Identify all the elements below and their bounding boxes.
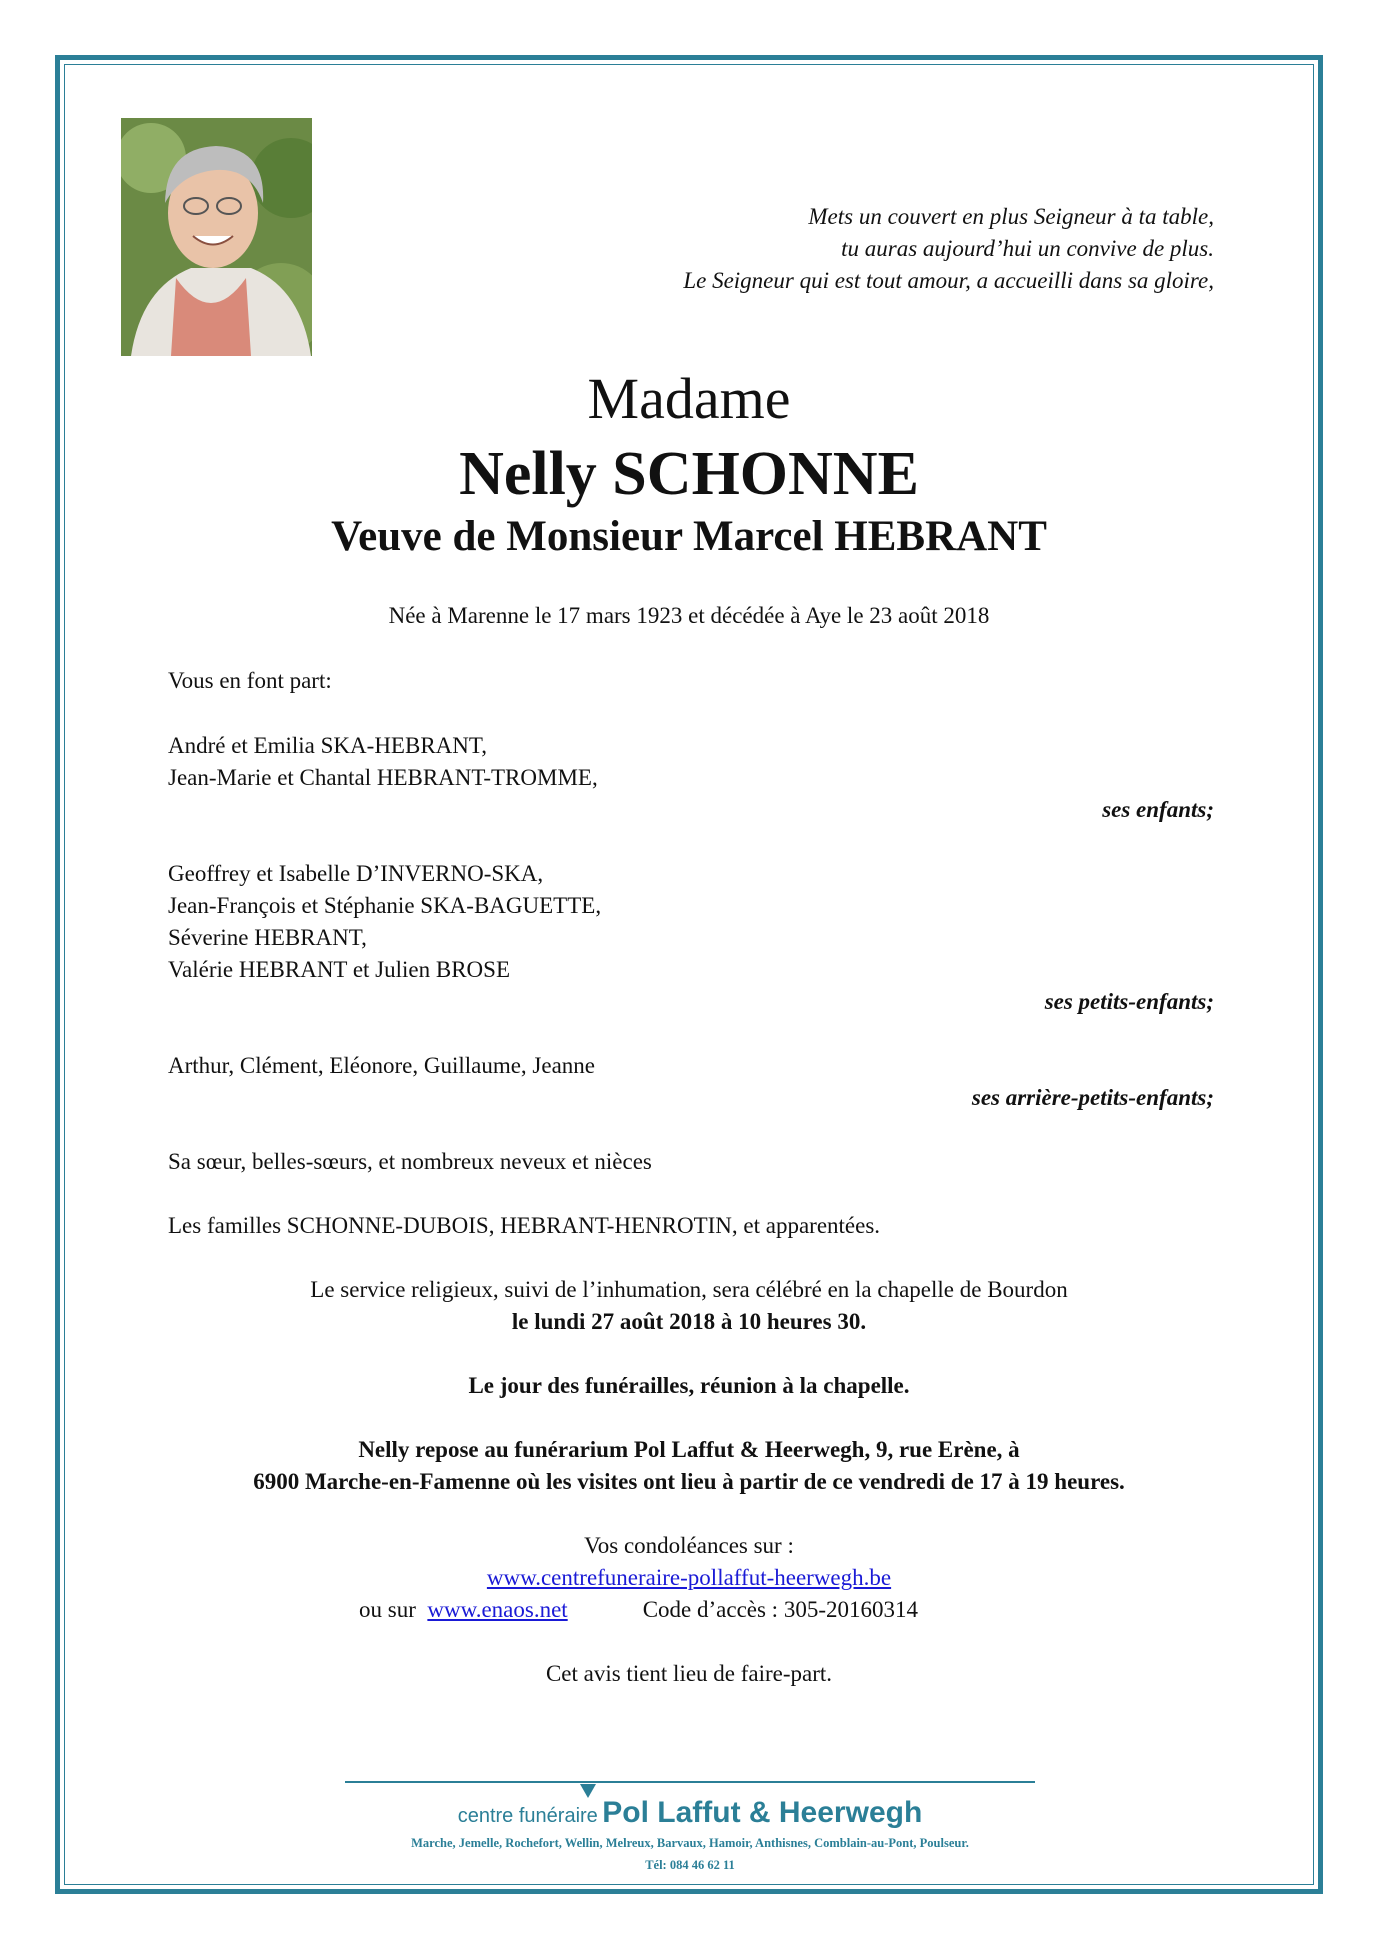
or-label: ou sur [359, 1597, 416, 1622]
children-list [168, 730, 598, 794]
list-item: Valérie HEBRANT et Julien BROSE [168, 957, 510, 982]
enaos-link[interactable]: www.enaos.net [427, 1597, 568, 1622]
poem-line: Mets un couvert en plus Seigneur à ta table, [808, 204, 1214, 229]
resting-line-1: Nelly repose au funérarium Pol Laffut & Heerwegh, 9, rue Erène, à [358, 1437, 1020, 1462]
siblings-line: Sa sœur, belles-sœurs, et nombreux neveux et nièces [168, 1149, 652, 1174]
access-code: Code d’accès : 305-20160314 [642, 1597, 918, 1622]
footer-locations: Marche, Jemelle, Rochefort, Wellin, Melreux, Barvaux, Hamoir, Anthisnes, Comblain-au-Pont, Poulseur. [411, 1836, 969, 1850]
gathering-line: Le jour des funérailles, réunion à la chapelle. [468, 1373, 910, 1398]
service-date: le lundi 27 août 2018 à 10 heures 30. [511, 1309, 867, 1334]
logo-brand-text: Pol Laffut & Heerwegh [602, 1796, 923, 1829]
deceased-title: Madame [587, 366, 791, 431]
list-item: Séverine HEBRANT, [168, 925, 367, 950]
closing-note: Cet avis tient lieu de faire-part. [545, 1661, 833, 1686]
service-line: Le service religieux, suivi de l’inhumation, sera célébré en la chapelle de Bourdon [310, 1277, 1068, 1302]
poem-line: tu auras aujourd’hui un convive de plus. [841, 236, 1214, 261]
list-item: Geoffrey et Isabelle D’INVERNO-SKA, [168, 861, 544, 886]
condolences-link-row [70, 1562, 1308, 1594]
list-item: Arthur, Clément, Eléonore, Guillaume, Jeanne [168, 1053, 596, 1078]
condolences-intro: Vos condoléances sur : [584, 1533, 794, 1558]
grandchildren-list [168, 858, 601, 986]
portrait-photo [121, 118, 312, 356]
announce-text: Vous en font part: [168, 668, 332, 693]
list-item: Jean-François et Stéphanie SKA-BAGUETTE, [168, 893, 602, 918]
enaos-row [359, 1594, 918, 1626]
funeral-home-link[interactable]: www.centrefuneraire-pollaffut-heerwegh.be [486, 1565, 892, 1590]
poem-line: Le Seigneur qui est tout amour, a accueilli dans sa gloire, [683, 268, 1214, 293]
list-item: André et Emilia SKA-HEBRANT, [168, 733, 487, 758]
logo-small-text: centre funéraire [457, 1805, 598, 1827]
children-label: ses enfants; [1102, 797, 1214, 822]
footer-phone: Tél: 084 46 62 11 [645, 1858, 735, 1872]
deceased-name: Nelly SCHONNE [459, 440, 919, 508]
funeral-home-logo [345, 1796, 1035, 1830]
widow-line: Veuve de Monsieur Marcel HEBRANT [331, 513, 1047, 560]
resting-line-2: 6900 Marche-en-Famenne où les visites ont lieu à partir de ce vendredi de 17 à 19 heures. [253, 1469, 1125, 1494]
grandchildren-label: ses petits-enfants; [1044, 989, 1214, 1014]
poem [514, 201, 1214, 297]
great-grandchildren-list [168, 1050, 595, 1082]
footer-divider [345, 1781, 1035, 1783]
families-line: Les familles SCHONNE-DUBOIS, HEBRANT-HENROTIN, et apparentées. [168, 1213, 881, 1238]
list-item: Jean-Marie et Chantal HEBRANT-TROMME, [168, 765, 598, 790]
birth-death-dates: Née à Marenne le 17 mars 1923 et décédée à Aye le 23 août 2018 [388, 603, 990, 628]
great-grandchildren-label: ses arrière-petits-enfants; [971, 1085, 1214, 1110]
